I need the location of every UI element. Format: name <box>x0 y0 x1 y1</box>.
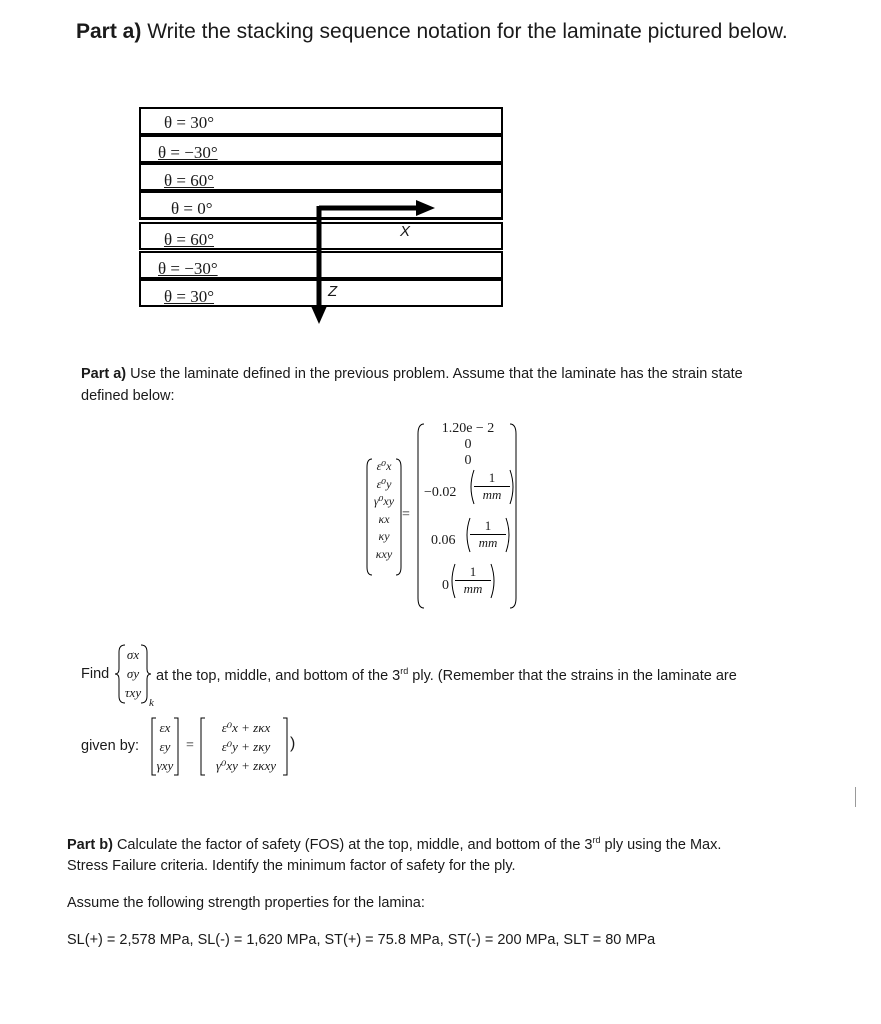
strain-eps-y: εy <box>159 739 171 754</box>
rhs-gamma-xy: 0 <box>464 453 472 468</box>
find-label: Find <box>81 666 110 682</box>
stress-sigma-y: σy <box>126 666 140 681</box>
lhs-kappa-y: κy <box>378 529 390 543</box>
strain-gamma-xy: γxy <box>156 758 174 773</box>
cursor-mark <box>855 787 856 807</box>
part-a-question <box>76 20 788 44</box>
find-text: at the top, middle, and bottom of the 3rd ply. (Remember that the strains in the laminate are <box>156 666 737 684</box>
stress-subscript-k: k <box>149 697 154 709</box>
stress-sigma-x: σx <box>126 647 140 662</box>
lhs-eps-y: ε⁰y <box>376 476 392 491</box>
ply-label-1: θ = 30° <box>164 113 215 132</box>
strain-eps-x: εx <box>159 720 171 735</box>
lhs-gamma-xy: γ⁰xy <box>373 494 395 508</box>
part-b-properties: SL(+) = 2,578 MPa, SL(-) = 1,620 MPa, ST(+) = 75.8 MPa, ST(-) = 200 MPa, SLT = 80 MPa <box>67 932 656 948</box>
ply-label-6: θ = −30° <box>158 259 218 278</box>
part-b-label: Part b) <box>67 836 113 853</box>
part-b-line1: Part b) Calculate the factor of safety (FOS) at the top, middle, and bottom of the 3rd ply using the Max. <box>67 835 722 853</box>
strain-rhs-xy: γ⁰xy + zκxy <box>216 758 276 773</box>
rhs-eps-y: 0 <box>464 437 472 452</box>
strain-rhs-y: ε⁰y + zκy <box>221 739 271 754</box>
close-paren: ) <box>290 735 296 752</box>
lhs-kappa-xy: κxy <box>375 546 393 561</box>
part-a-text: Write the stacking sequence notation for the laminate pictured below. <box>147 20 788 43</box>
rhs-eps-x: 1.20e − 2 <box>441 421 495 436</box>
ply-label-3: θ = 60° <box>164 171 215 190</box>
ply-label-7: θ = 30° <box>164 287 215 306</box>
lhs-eps-x: ε⁰x <box>376 459 392 473</box>
x-axis-label: X <box>400 223 411 240</box>
given-label: given by: <box>81 738 140 754</box>
part-a-label: Part a) <box>76 20 142 43</box>
lhs-kappa-x: κx <box>378 511 390 526</box>
part-a2-label: Part a) <box>81 366 127 382</box>
rhs-kappa-xy: 0 <box>442 578 449 593</box>
part-b-line2: Stress Failure criteria. Identify the minimum factor of safety for the ply. <box>67 858 516 874</box>
part-a2-line1: Part a) Use the laminate defined in the previous problem. Assume that the laminate has the strain state <box>81 366 743 382</box>
rhs-kappa-y: 0.06 <box>431 533 456 548</box>
ply-label-4: θ = 0° <box>171 199 213 218</box>
ply-label-2: θ = −30° <box>158 143 218 162</box>
strain-rhs-x: ε⁰x + zκx <box>221 720 271 735</box>
rhs-kappa-x: −0.02 <box>424 485 457 500</box>
stress-tau-xy: τxy <box>124 685 142 700</box>
equals-sign: = <box>402 507 410 522</box>
ply-label-5: θ = 60° <box>164 230 215 249</box>
z-axis-label: Z <box>328 283 338 300</box>
axes-arrows <box>300 190 450 330</box>
part-a2-line2: defined below: <box>81 388 175 404</box>
part-b-assume: Assume the following strength properties for the lamina: <box>67 895 425 911</box>
